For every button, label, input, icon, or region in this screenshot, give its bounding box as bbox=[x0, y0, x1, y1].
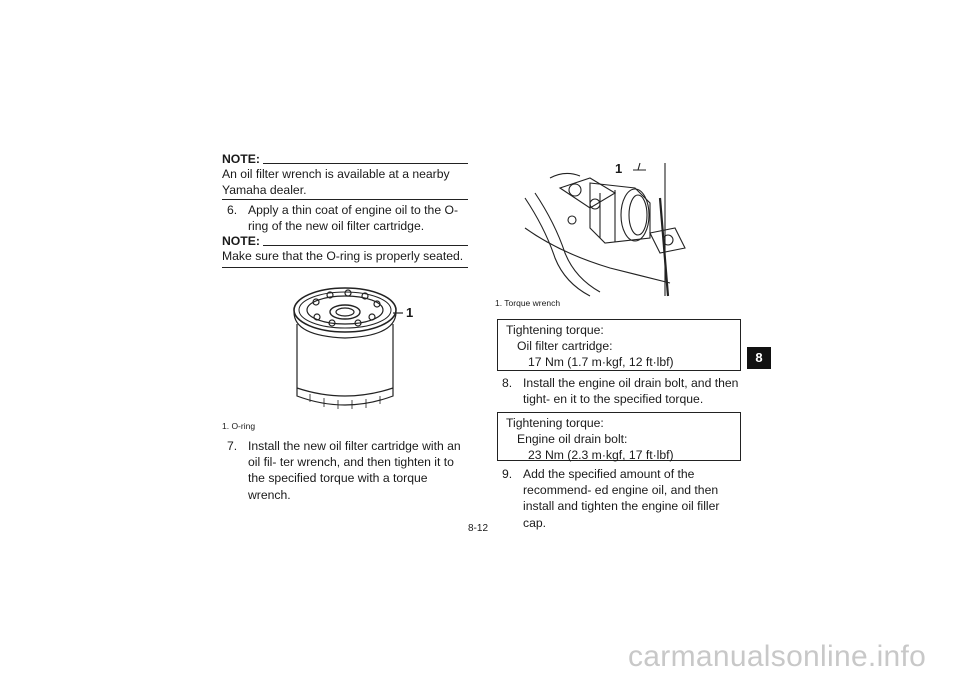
torque-spec-part: Engine oil drain bolt: bbox=[517, 432, 628, 447]
figure-callout-1: 1 bbox=[615, 161, 623, 176]
watermark: carmanualsonline.info bbox=[628, 640, 927, 673]
step-number: 9. bbox=[502, 467, 513, 481]
note-rule bbox=[263, 245, 468, 246]
step-9 bbox=[502, 466, 742, 531]
torque-spec-part: Oil filter cartridge: bbox=[517, 339, 613, 354]
torque-wrench-illustration bbox=[520, 158, 700, 298]
torque-spec-box-2 bbox=[497, 412, 741, 461]
note-heading-1 bbox=[222, 152, 468, 166]
step-number: 8. bbox=[502, 376, 513, 390]
oil-filter-illustration bbox=[280, 280, 430, 415]
step-6 bbox=[227, 202, 468, 234]
step-text: Add the specified amount of the recommend- ed engine oil, and then install and tighten the engine oil filler cap. bbox=[523, 467, 720, 530]
step-8 bbox=[502, 375, 742, 407]
step-text: Install the engine oil drain bolt, and then tight- en it to the specified torque. bbox=[523, 376, 739, 407]
step-number: 6. bbox=[227, 203, 238, 217]
note-end-rule-2 bbox=[222, 267, 468, 268]
page-number: 8-12 bbox=[468, 523, 489, 534]
note-label: NOTE: bbox=[222, 234, 260, 248]
torque-spec-value: 17 Nm (1.7 m·kgf, 12 ft·lbf) bbox=[528, 355, 674, 370]
torque-spec-value: 23 Nm (2.3 m·kgf, 17 ft·lbf) bbox=[528, 448, 674, 463]
note-text-1: An oil filter wrench is available at a nearby Yamaha dealer. bbox=[222, 167, 450, 198]
note-text-2: Make sure that the O-ring is properly seated. bbox=[222, 249, 464, 263]
step-text: Apply a thin coat of engine oil to the O-ring of the new oil filter cartridge. bbox=[248, 203, 459, 234]
note-rule bbox=[263, 163, 468, 164]
chapter-tab: 8 bbox=[747, 347, 771, 369]
figure-caption-torque-wrench: 1. Torque wrench bbox=[495, 298, 561, 308]
torque-spec-box-1 bbox=[497, 319, 741, 371]
step-7 bbox=[227, 438, 468, 503]
figure-caption-o-ring: 1. O-ring bbox=[222, 421, 256, 431]
note-heading-2 bbox=[222, 234, 468, 248]
torque-spec-title: Tightening torque: bbox=[506, 323, 604, 337]
note-end-rule-1 bbox=[222, 199, 468, 200]
step-text: Install the new oil filter cartridge with an oil fil- ter wrench, and then tighten it to the specified torque with a torque wrench. bbox=[248, 439, 461, 502]
note-label: NOTE: bbox=[222, 152, 260, 166]
figure-callout-1: 1 bbox=[406, 305, 414, 320]
torque-spec-title: Tightening torque: bbox=[506, 416, 604, 430]
step-number: 7. bbox=[227, 439, 238, 453]
